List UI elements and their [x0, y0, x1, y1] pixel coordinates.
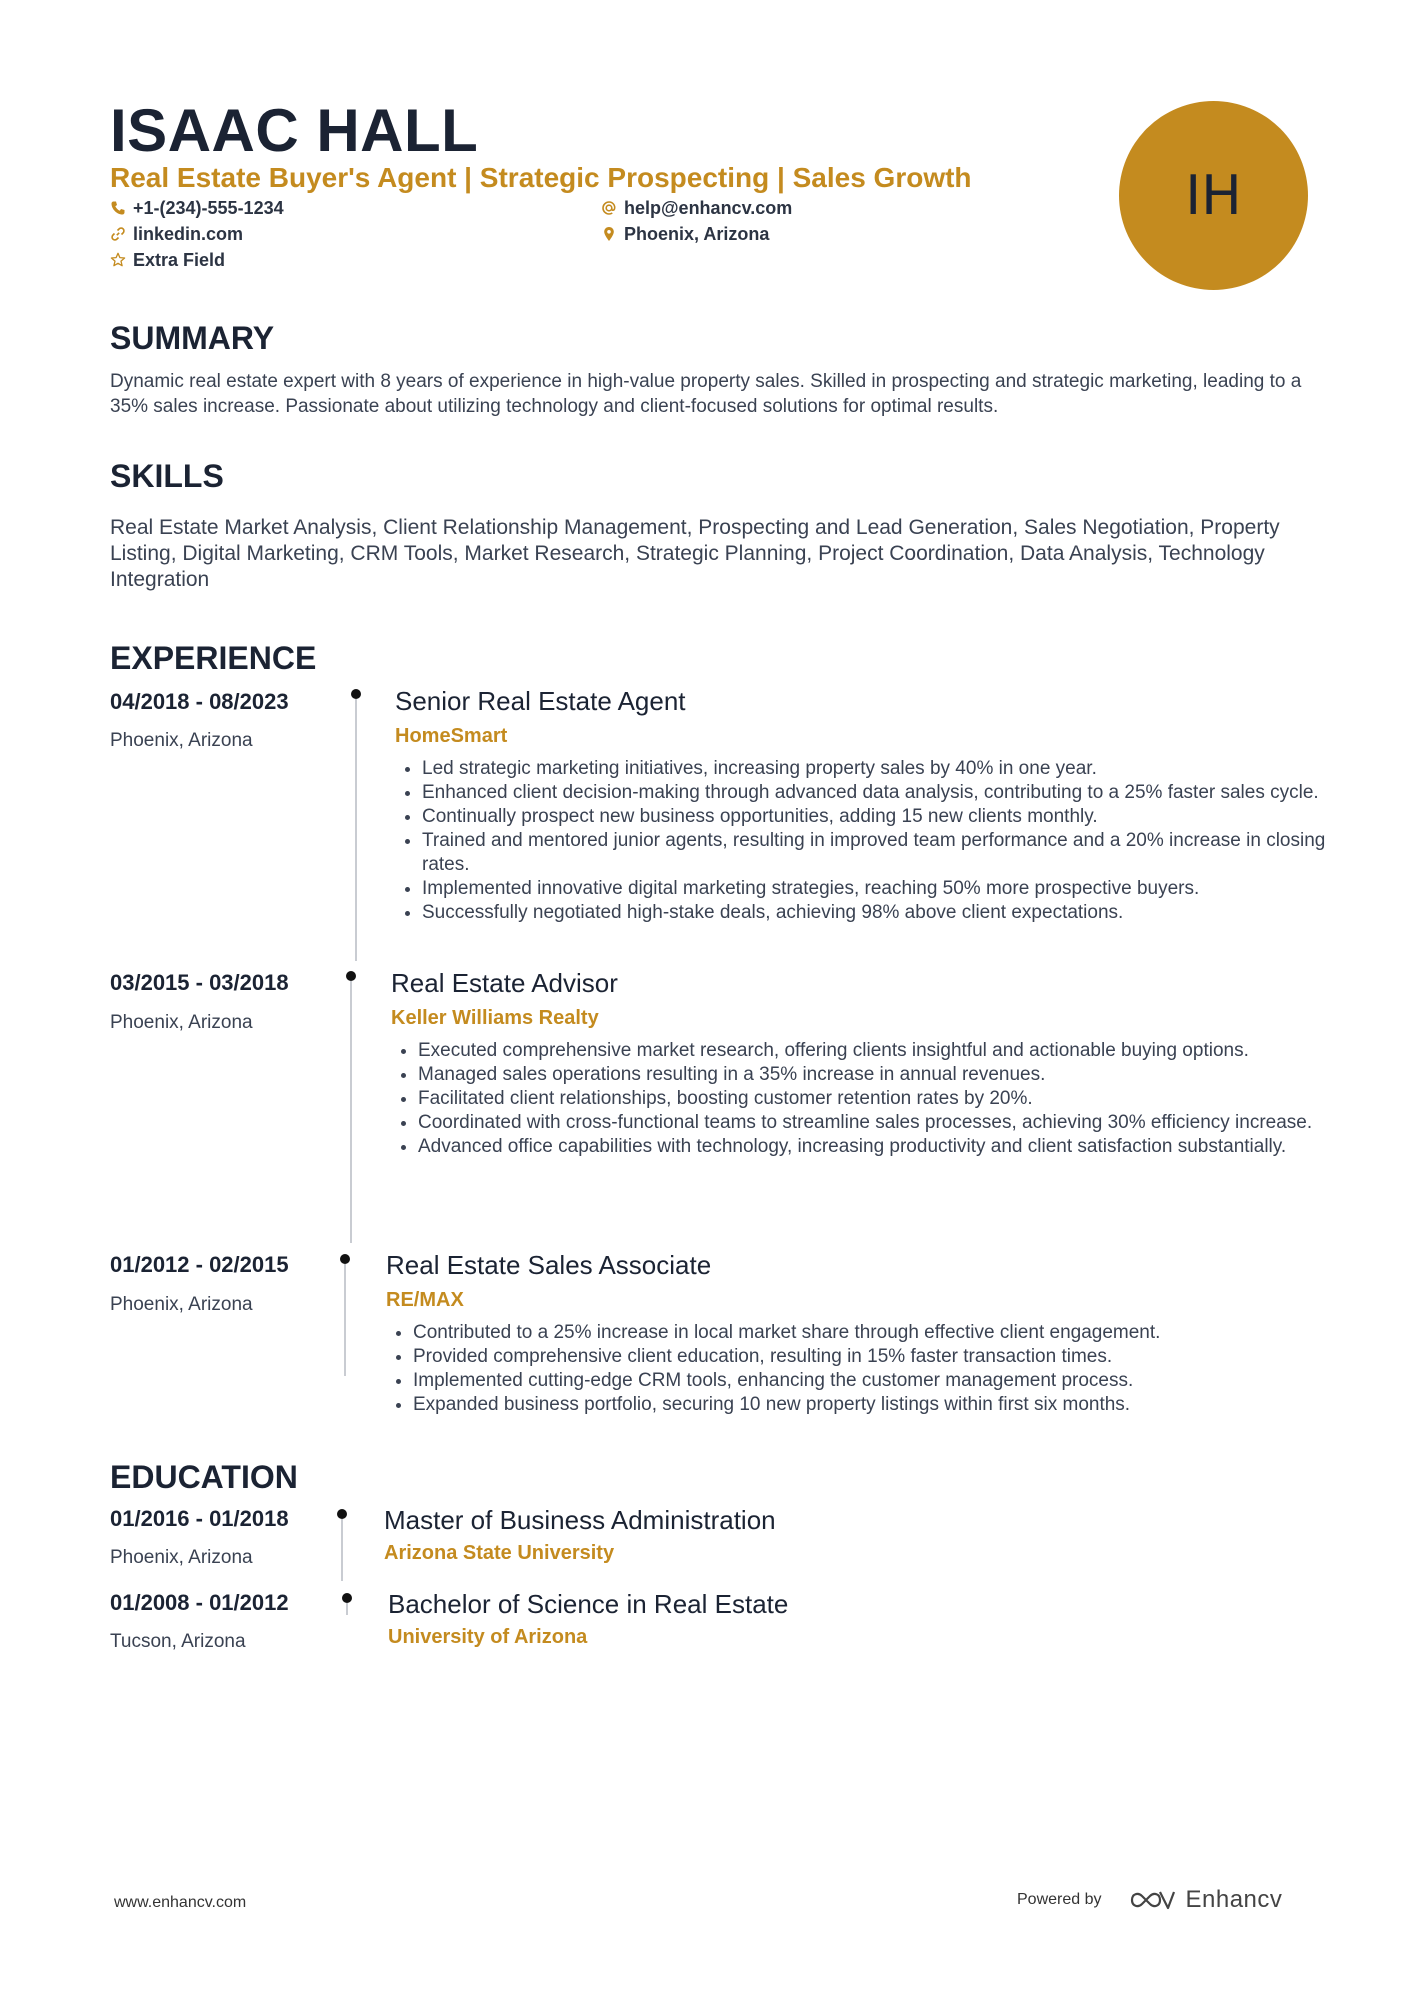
experience-dates: 03/2015 - 03/2018 [110, 970, 289, 995]
bullet-item: • Implemented innovative digital marketing strategies, reaching 50% more prospective buyers. [422, 877, 1327, 901]
star-icon [110, 252, 126, 268]
footer-website-link[interactable]: www.enhancv.com [114, 1894, 247, 1911]
bullet-item: • Contributed to a 25% increase in local market share through effective client engagement. [413, 1321, 1318, 1345]
enhancv-logo-icon [1128, 1888, 1176, 1912]
phone-text: +1-(234)-555-1234 [133, 198, 284, 218]
timeline-dot [346, 971, 356, 981]
contact-extra [110, 248, 225, 272]
email-link[interactable]: help@enhancv.com [624, 198, 793, 218]
bullet-item: • Successfully negotiated high-stake deals, achieving 98% above client expectations. [422, 901, 1327, 925]
education-degree: Master of Business Administration [384, 1505, 776, 1535]
timeline-dot [340, 1254, 350, 1264]
experience-role: Senior Real Estate Agent [395, 686, 686, 716]
link-icon [110, 226, 126, 242]
skills-text: Real Estate Market Analysis, Client Relationship Management, Prospecting and Lead Generation, Sales Negotiation, Property Listing, Digital Marketing, CRM Tools, Market Research, Strategic Planning, Project Coordination, Data Analysis, Technology Integration [110, 516, 1280, 591]
bullet-item: • Led strategic marketing initiatives, increasing property sales by 40% in one year. [422, 757, 1327, 781]
bullet-item: • Implemented cutting-edge CRM tools, enhancing the customer management process. [413, 1369, 1318, 1393]
experience-company: RE/MAX [386, 1289, 464, 1311]
summary-text: Dynamic real estate expert with 8 years of experience in high-value property sales. Skilled in prospecting and strategic marketing, leading to a 35% sales increase. Passionate about utilizing technology and client-focused solutions for optimal results. [110, 371, 1302, 417]
phone-icon [110, 200, 126, 216]
bullet-item: • Expanded business portfolio, securing 10 new property listings within first six months. [413, 1393, 1318, 1417]
map-pin-icon [601, 226, 617, 242]
timeline-dot [337, 1509, 347, 1519]
contact-phone [110, 196, 284, 220]
experience-bullets [389, 1321, 1318, 1417]
education-degree: Bachelor of Science in Real Estate [388, 1589, 789, 1619]
timeline-line [346, 1603, 348, 1615]
avatar-initials: IH [1185, 164, 1242, 227]
experience-bullets [394, 1039, 1323, 1159]
timeline-dot [342, 1593, 352, 1603]
at-icon [601, 200, 617, 216]
bullet-item: • Enhanced client decision-making through advanced data analysis, contributing to a 25% faster sales cycle. [422, 781, 1327, 805]
bullet-item: • Facilitated client relationships, boosting customer retention rates by 20%. [418, 1087, 1323, 1111]
bullet-item: • Managed sales operations resulting in a 35% increase in annual revenues. [418, 1063, 1323, 1087]
education-dates: 01/2016 - 01/2018 [110, 1506, 289, 1531]
experience-company: HomeSmart [395, 725, 508, 747]
experience-title: EXPERIENCE [110, 640, 317, 676]
bullet-item: • Trained and mentored junior agents, resulting in improved team performance and a 20% increase in closing rates. [422, 829, 1327, 877]
experience-location: Phoenix, Arizona [110, 1012, 253, 1033]
experience-location: Phoenix, Arizona [110, 730, 253, 751]
timeline-line [350, 981, 352, 1243]
experience-location: Phoenix, Arizona [110, 1294, 253, 1315]
experience-company: Keller Williams Realty [391, 1007, 599, 1029]
avatar [1119, 101, 1308, 290]
education-school: Arizona State University [384, 1542, 615, 1564]
contact-linkedin[interactable] [110, 222, 243, 246]
skills-title: SKILLS [110, 458, 224, 494]
education-location: Phoenix, Arizona [110, 1547, 253, 1568]
education-location: Tucson, Arizona [110, 1631, 246, 1652]
summary-title: SUMMARY [110, 320, 275, 356]
experience-role: Real Estate Sales Associate [386, 1250, 712, 1280]
timeline-line [341, 1519, 343, 1581]
bullet-item: • Coordinated with cross-functional teams to streamline sales processes, achieving 30% efficiency increase. [418, 1111, 1323, 1135]
experience-dates: 04/2018 - 08/2023 [110, 689, 289, 714]
footer-branding [1017, 1886, 1282, 1914]
location-text: Phoenix, Arizona [624, 224, 770, 244]
education-school: University of Arizona [388, 1626, 588, 1648]
timeline-line [355, 699, 357, 961]
candidate-headline: Real Estate Buyer's Agent | Strategic Prospecting | Sales Growth [110, 162, 972, 193]
bullet-item: • Provided comprehensive client education, resulting in 15% faster transaction times. [413, 1345, 1318, 1369]
extra-field-text: Extra Field [133, 250, 226, 270]
contact-location [601, 222, 769, 246]
experience-dates: 01/2012 - 02/2015 [110, 1252, 289, 1277]
education-title: EDUCATION [110, 1459, 298, 1495]
bullet-item: • Executed comprehensive market research, offering clients insightful and actionable buying options. [418, 1039, 1323, 1063]
candidate-name: ISAAC HALL [110, 97, 479, 164]
bullet-item: • Continually prospect new business opportunities, adding 15 new clients monthly. [422, 805, 1327, 829]
experience-bullets [398, 757, 1327, 925]
contact-email[interactable] [601, 196, 792, 220]
linkedin-link[interactable]: linkedin.com [133, 224, 244, 244]
powered-by-text: Powered by [1017, 1891, 1102, 1908]
timeline-dot [351, 689, 361, 699]
enhancv-brand-name: Enhancv [1185, 1886, 1283, 1913]
education-dates: 01/2008 - 01/2012 [110, 1590, 289, 1615]
bullet-item: • Advanced office capabilities with technology, increasing productivity and client satisfaction substantially. [418, 1135, 1323, 1159]
timeline-line [344, 1264, 346, 1376]
experience-role: Real Estate Advisor [391, 968, 618, 998]
